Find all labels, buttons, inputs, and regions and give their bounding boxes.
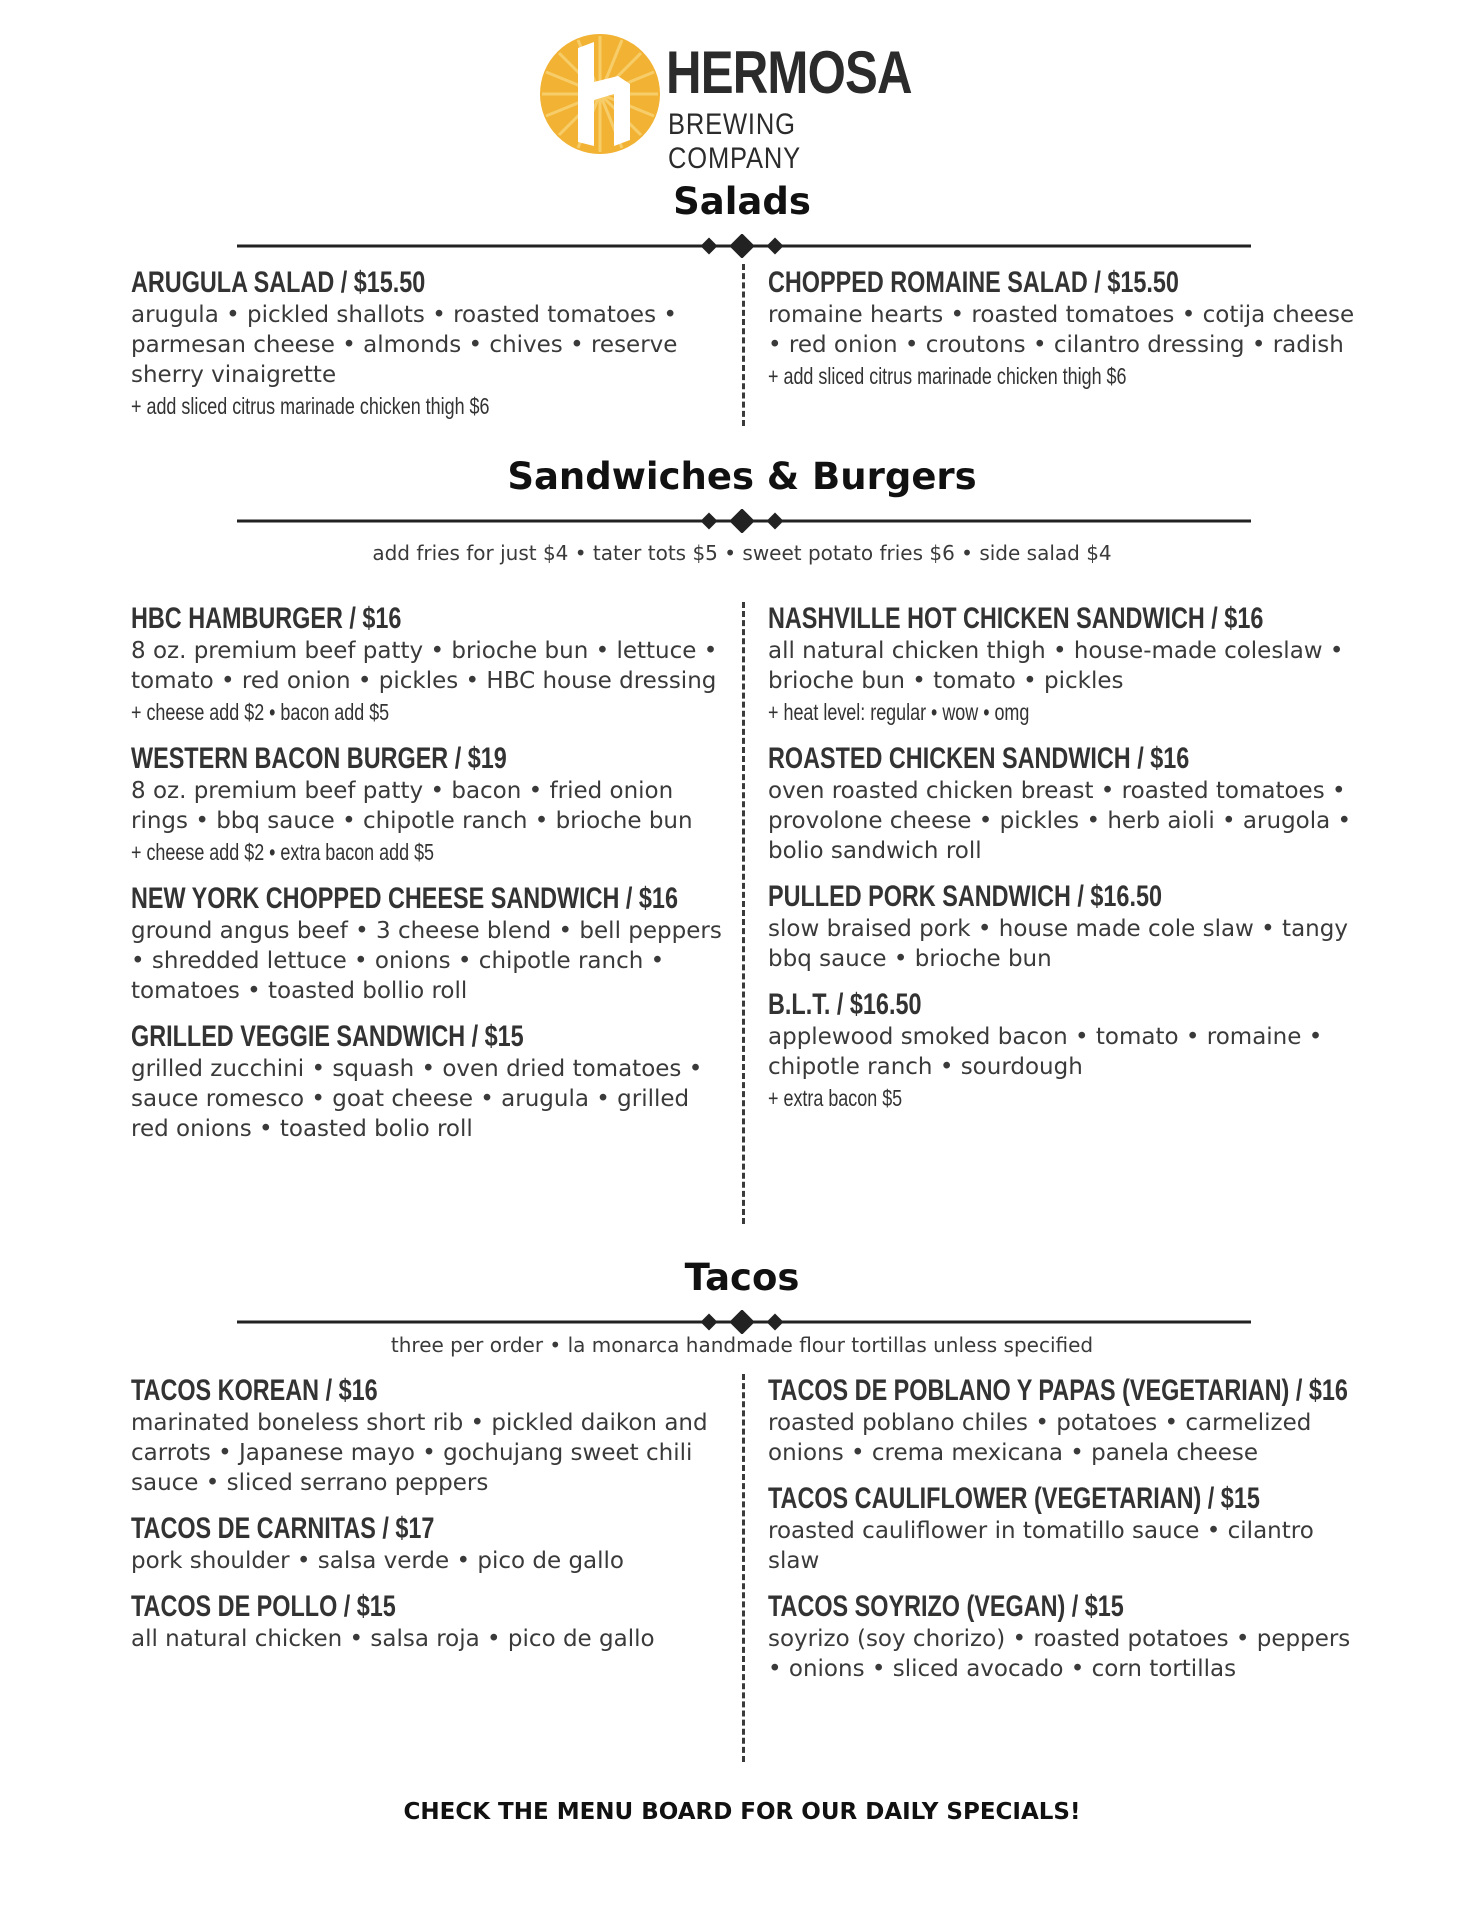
- item-name: TACOS DE CARNITAS / $17: [131, 1512, 435, 1545]
- item-note: + extra bacon $5: [768, 1085, 903, 1111]
- item-name: HBC HAMBURGER / $16: [131, 602, 402, 635]
- menu-item: [768, 266, 1368, 392]
- item-description: marinated boneless short rib • pickled daikon and carrots • Japanese mayo • gochujang sweet chili sauce • sliced serrano peppers: [131, 1410, 708, 1496]
- brand-name: HERMOSA: [666, 39, 912, 106]
- sunburst-logo-icon: [538, 32, 662, 156]
- item-description: all natural chicken • salsa roja • pico de gallo: [131, 1626, 655, 1652]
- salads-right-column: [768, 266, 1368, 406]
- item-name: PULLED PORK SANDWICH / $16.50: [768, 880, 1162, 913]
- menu-item: [131, 742, 731, 868]
- tacos-tortilla-note: three per order • la monarca handmade flour tortillas unless specified: [390, 1333, 1094, 1357]
- tacos-right-column: [768, 1374, 1368, 1698]
- item-note: + cheese add $2 • extra bacon add $5: [131, 839, 435, 865]
- item-note: + heat level: regular • wow • omg: [768, 699, 1030, 725]
- item-name: TACOS DE POBLANO Y PAPAS (VEGETARIAN) / $16: [768, 1374, 1348, 1407]
- menu-item: [131, 266, 731, 422]
- item-name: TACOS SOYRIZO (VEGAN) / $15: [768, 1590, 1124, 1623]
- menu-item: [131, 882, 731, 1006]
- menu-item: [768, 1482, 1368, 1576]
- daily-specials-footer: CHECK THE MENU BOARD FOR OUR DAILY SPECIALS!: [403, 1799, 1081, 1825]
- sandwiches-title: Sandwiches & Burgers: [507, 455, 977, 498]
- item-name: ARUGULA SALAD / $15.50: [131, 266, 426, 299]
- item-name: GRILLED VEGGIE SANDWICH / $15: [131, 1020, 524, 1053]
- item-description: soyrizo (soy chorizo) • roasted potatoes • peppers • onions • sliced avocado • corn tortillas: [768, 1626, 1351, 1682]
- menu-item: [768, 602, 1368, 728]
- menu-item: [131, 1020, 731, 1144]
- tacos-column-separator: [742, 1374, 745, 1762]
- item-description: pork shoulder • salsa verde • pico de gallo: [131, 1548, 624, 1574]
- item-description: 8 oz. premium beef patty • bacon • fried onion rings • bbq sauce • chipotle ranch • brioche bun: [131, 778, 693, 834]
- item-name: NASHVILLE HOT CHICKEN SANDWICH / $16: [768, 602, 1264, 635]
- item-description: 8 oz. premium beef patty • brioche bun • lettuce • tomato • red onion • pickles • HBC house dressing: [131, 638, 718, 694]
- brand-logo: [538, 32, 938, 175]
- item-description: arugula • pickled shallots • roasted tomatoes • parmesan cheese • almonds • chives • reserve sherry vinaigrette: [131, 302, 678, 388]
- item-name: NEW YORK CHOPPED CHEESE SANDWICH / $16: [131, 882, 678, 915]
- sandwiches-divider: [237, 509, 1251, 533]
- salads-divider: [237, 234, 1251, 258]
- item-name: TACOS KOREAN / $16: [131, 1374, 378, 1407]
- sandwiches-left-column: [131, 602, 731, 1158]
- item-description: roasted cauliflower in tomatillo sauce • cilantro slaw: [768, 1518, 1314, 1574]
- sandwiches-column-separator: [742, 602, 745, 1224]
- salads-column-separator: [742, 264, 745, 426]
- item-description: ground angus beef • 3 cheese blend • bell peppers • shredded lettuce • onions • chipotle ranch • tomatoes • toasted bollio roll: [131, 918, 722, 1004]
- item-name: CHOPPED ROMAINE SALAD / $15.50: [768, 266, 1179, 299]
- sandwiches-sides-note: add fries for just $4 • tater tots $5 • sweet potato fries $6 • side salad $4: [372, 541, 1112, 565]
- tacos-title: Tacos: [684, 1256, 800, 1299]
- item-description: romaine hearts • roasted tomatoes • cotija cheese • red onion • croutons • cilantro dressing • radish: [768, 302, 1355, 358]
- item-name: B.L.T. / $16.50: [768, 988, 922, 1021]
- item-name: TACOS DE POLLO / $15: [131, 1590, 396, 1623]
- menu-item: [131, 602, 731, 728]
- sandwiches-right-column: [768, 602, 1368, 1128]
- item-name: WESTERN BACON BURGER / $19: [131, 742, 507, 775]
- item-description: grilled zucchini • squash • oven dried tomatoes • sauce romesco • goat cheese • arugula • grilled red onions • toasted bolio roll: [131, 1056, 703, 1142]
- tacos-divider: [237, 1310, 1251, 1334]
- item-description: oven roasted chicken breast • roasted tomatoes • provolone cheese • pickles • herb aioli • arugola • bolio sandwich roll: [768, 778, 1352, 864]
- tacos-left-column: [131, 1374, 731, 1668]
- menu-item: [768, 988, 1368, 1114]
- menu-item: [768, 1374, 1368, 1468]
- menu-item: [768, 880, 1368, 974]
- item-note: + add sliced citrus marinade chicken thigh $6: [768, 363, 1127, 389]
- item-note: + cheese add $2 • bacon add $5: [131, 699, 390, 725]
- item-name: TACOS CAULIFLOWER (VEGETARIAN) / $15: [768, 1482, 1260, 1515]
- salads-left-column: [131, 266, 731, 436]
- menu-item: [768, 742, 1368, 866]
- menu-item: [131, 1590, 731, 1654]
- item-description: all natural chicken thigh • house-made coleslaw • brioche bun • tomato • pickles: [768, 638, 1344, 694]
- menu-item: [131, 1374, 731, 1498]
- menu-item: [131, 1512, 731, 1576]
- brand-subtitle: BREWING COMPANY: [668, 108, 801, 175]
- item-name: ROASTED CHICKEN SANDWICH / $16: [768, 742, 1190, 775]
- item-description: slow braised pork • house made cole slaw • tangy bbq sauce • brioche bun: [768, 916, 1348, 972]
- item-note: + add sliced citrus marinade chicken thigh $6: [131, 393, 490, 419]
- item-description: applewood smoked bacon • tomato • romaine • chipotle ranch • sourdough: [768, 1024, 1323, 1080]
- menu-item: [768, 1590, 1368, 1684]
- item-description: roasted poblano chiles • potatoes • carmelized onions • crema mexicana • panela cheese: [768, 1410, 1312, 1466]
- salads-title: Salads: [673, 180, 811, 223]
